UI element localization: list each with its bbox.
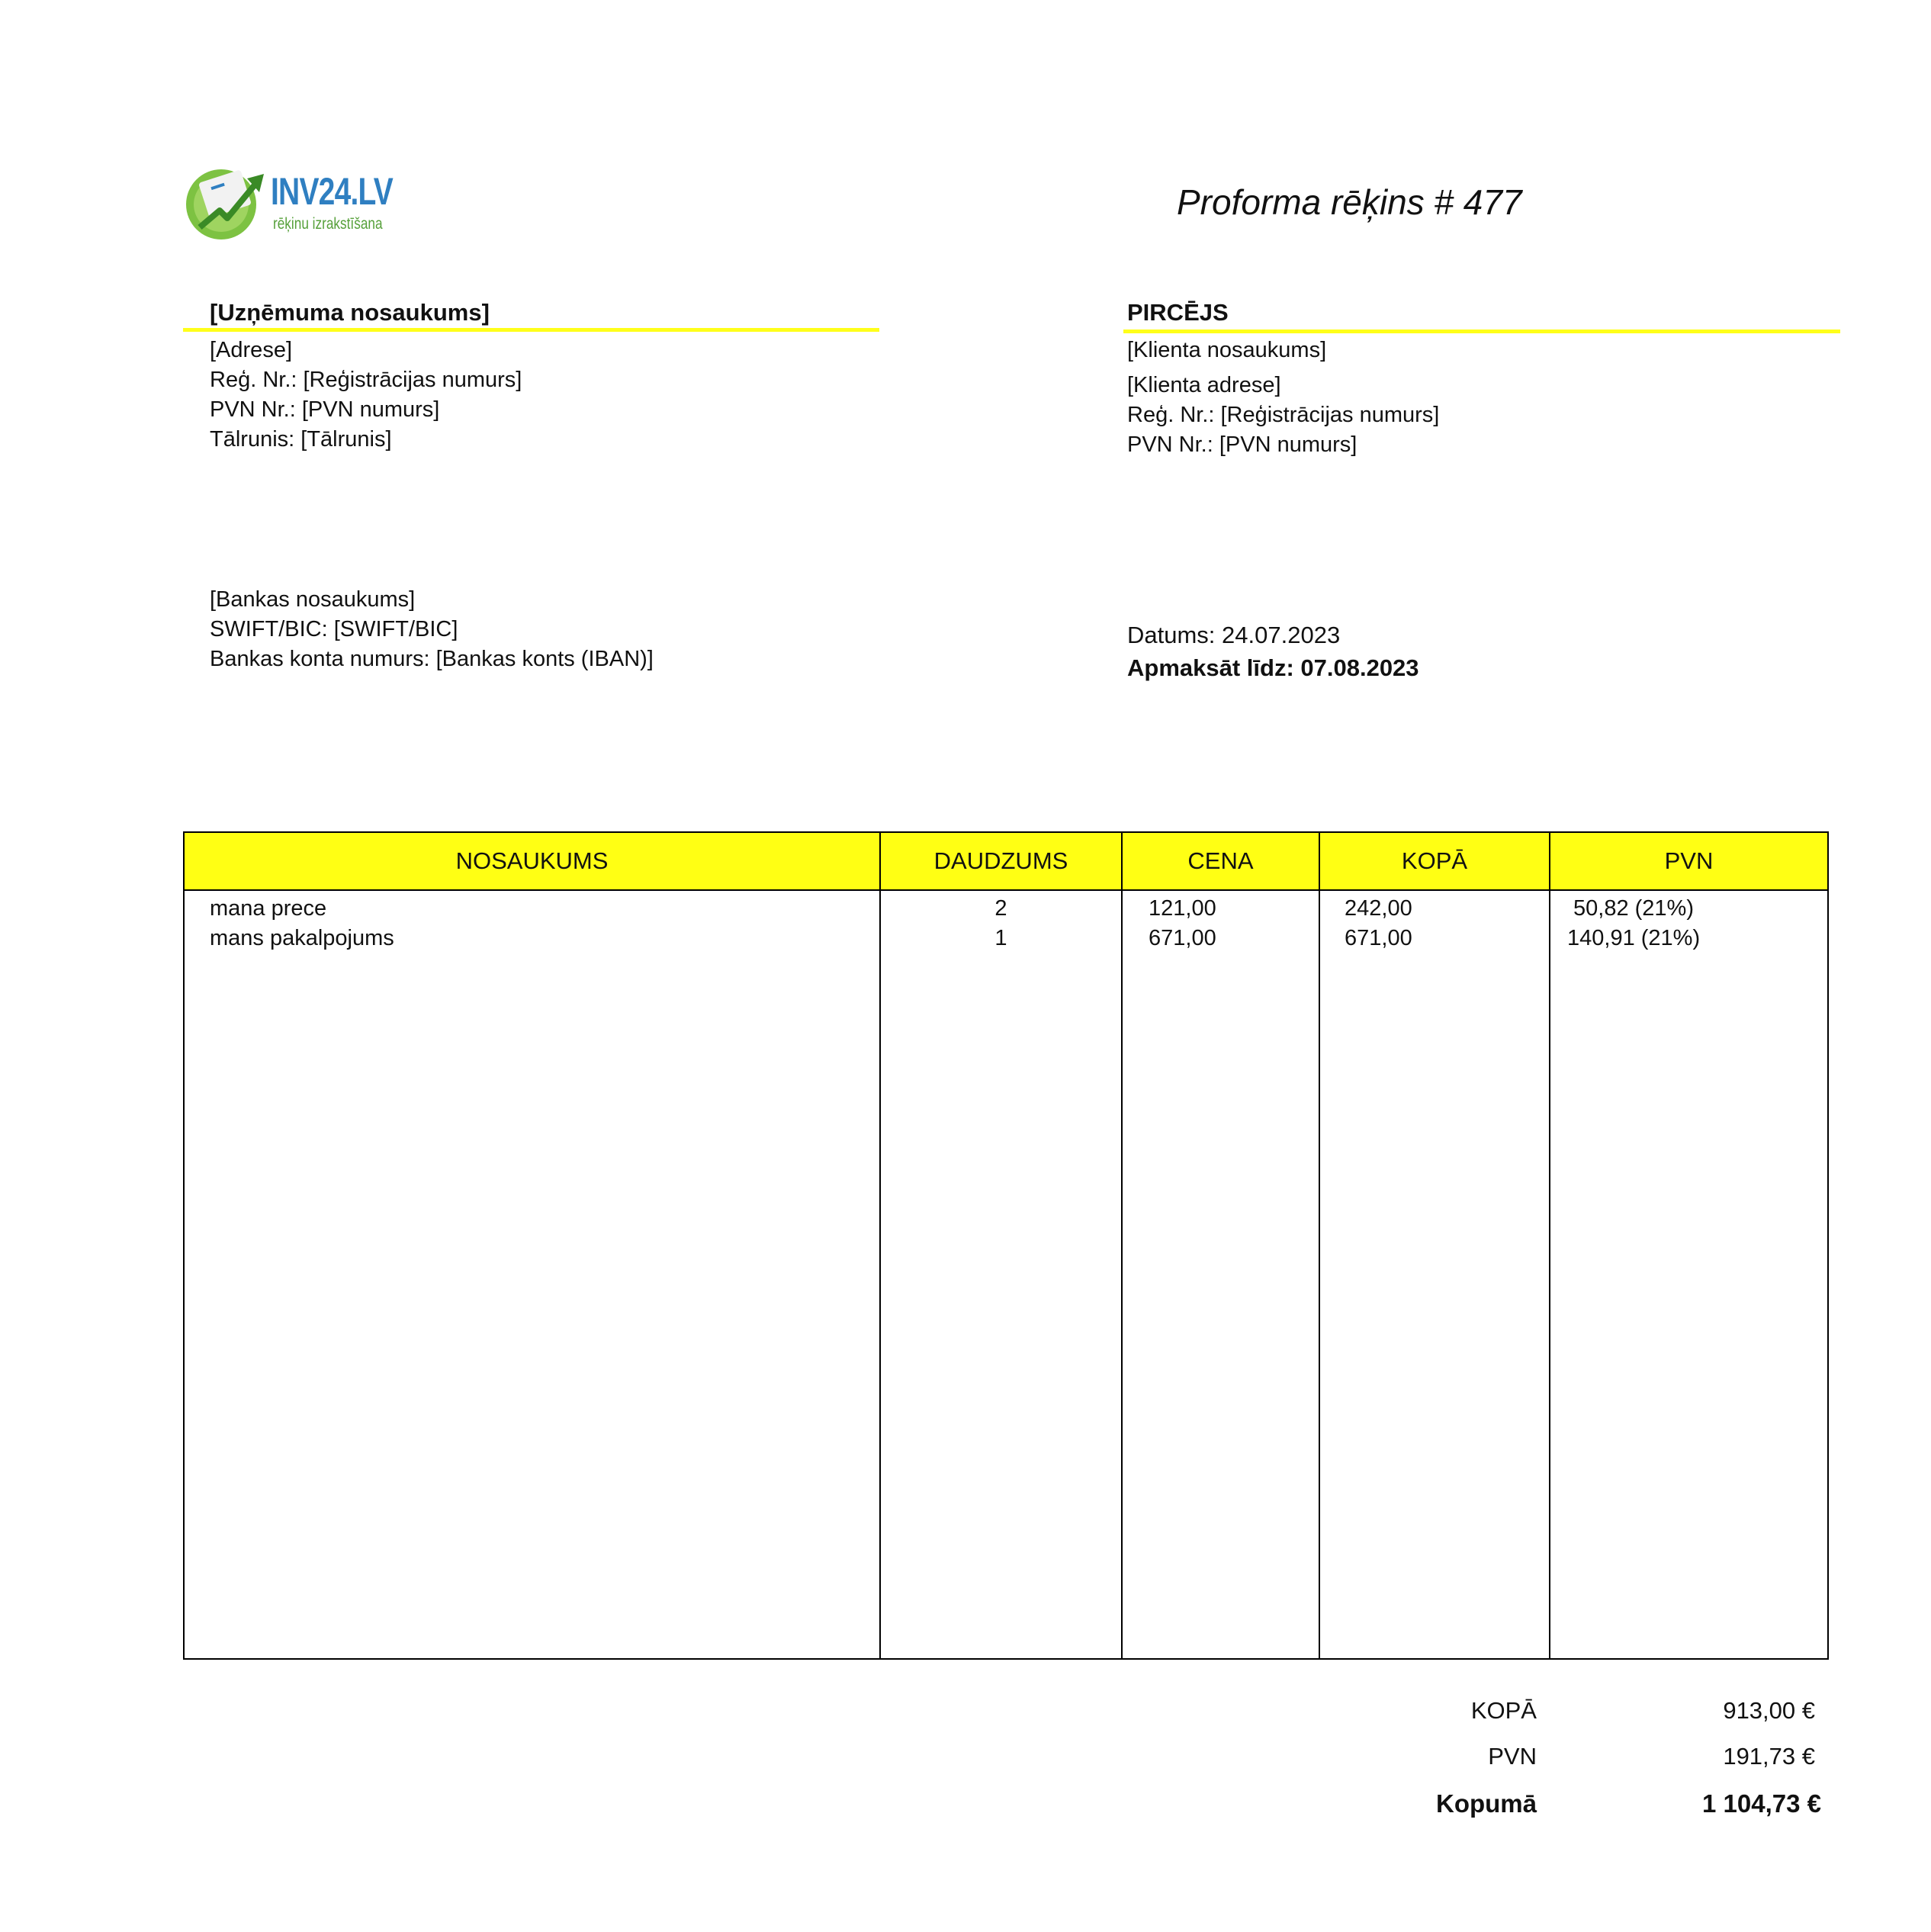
column-divider bbox=[1549, 833, 1550, 1658]
seller-yellow-rule bbox=[183, 328, 879, 332]
subtotal-value: 913,00 € bbox=[1723, 1697, 1815, 1724]
column-divider bbox=[1319, 833, 1320, 1658]
grand-total-label: Kopumā bbox=[1436, 1789, 1537, 1818]
subtotal-label: KOPĀ bbox=[1470, 1697, 1537, 1724]
column-divider bbox=[1121, 833, 1123, 1658]
logo-tagline: rēķinu izrakstīšana bbox=[273, 215, 383, 233]
row-2-quantity: 1 bbox=[994, 926, 1007, 950]
row-1-name: mana prece bbox=[210, 896, 327, 921]
buyer-address: [Klienta adrese] bbox=[1127, 373, 1281, 397]
vat-total-label: PVN bbox=[1488, 1743, 1537, 1770]
seller-phone: Tālrunis: [Tālrunis] bbox=[210, 427, 392, 452]
buyer-reg-number: Reģ. Nr.: [Reģistrācijas numurs] bbox=[1127, 403, 1440, 427]
row-2-total: 671,00 bbox=[1345, 926, 1412, 950]
header-quantity: DAUDZUMS bbox=[933, 847, 1068, 874]
row-1-price: 121,00 bbox=[1149, 896, 1216, 921]
header-total: KOPĀ bbox=[1401, 847, 1468, 874]
bank-swift: SWIFT/BIC: [SWIFT/BIC] bbox=[210, 617, 458, 641]
row-1-vat: 50,82 (21%) bbox=[1573, 896, 1694, 921]
row-1-total: 242,00 bbox=[1345, 896, 1412, 921]
row-2-price: 671,00 bbox=[1149, 926, 1216, 950]
items-table bbox=[183, 831, 1829, 1660]
invoice-date: Datums: 24.07.2023 bbox=[1127, 622, 1341, 648]
bank-account: Bankas konta numurs: [Bankas konts (IBAN)] bbox=[210, 647, 654, 671]
seller-address: [Adrese] bbox=[210, 338, 292, 362]
row-2-name: mans pakalpojums bbox=[210, 926, 394, 950]
row-2-vat: 140,91 (21%) bbox=[1567, 926, 1701, 950]
column-divider bbox=[879, 833, 881, 1658]
vat-total-value: 191,73 € bbox=[1723, 1743, 1815, 1770]
buyer-yellow-rule bbox=[1123, 330, 1840, 333]
buyer-heading: PIRCĒJS bbox=[1127, 299, 1229, 326]
buyer-vat-number: PVN Nr.: [PVN numurs] bbox=[1127, 432, 1357, 457]
logo-brand: INV24.LV bbox=[271, 170, 393, 213]
due-date: Apmaksāt līdz: 07.08.2023 bbox=[1127, 654, 1419, 681]
table-header bbox=[185, 833, 1827, 891]
seller-reg-number: Reģ. Nr.: [Reģistrācijas numurs] bbox=[210, 368, 522, 392]
bank-name: [Bankas nosaukums] bbox=[210, 587, 416, 612]
row-1-quantity: 2 bbox=[994, 896, 1007, 921]
header-name: NOSAUKUMS bbox=[455, 847, 609, 874]
seller-vat-number: PVN Nr.: [PVN numurs] bbox=[210, 397, 440, 422]
document-title: Proforma rēķins # 477 bbox=[1177, 182, 1522, 222]
header-vat: PVN bbox=[1664, 847, 1714, 874]
header-price: CENA bbox=[1187, 847, 1254, 874]
buyer-name: [Klienta nosaukums] bbox=[1127, 338, 1327, 362]
logo-icon bbox=[183, 160, 275, 244]
grand-total-value: 1 104,73 € bbox=[1702, 1789, 1821, 1818]
seller-company-name: [Uzņēmuma nosaukums] bbox=[210, 299, 490, 326]
